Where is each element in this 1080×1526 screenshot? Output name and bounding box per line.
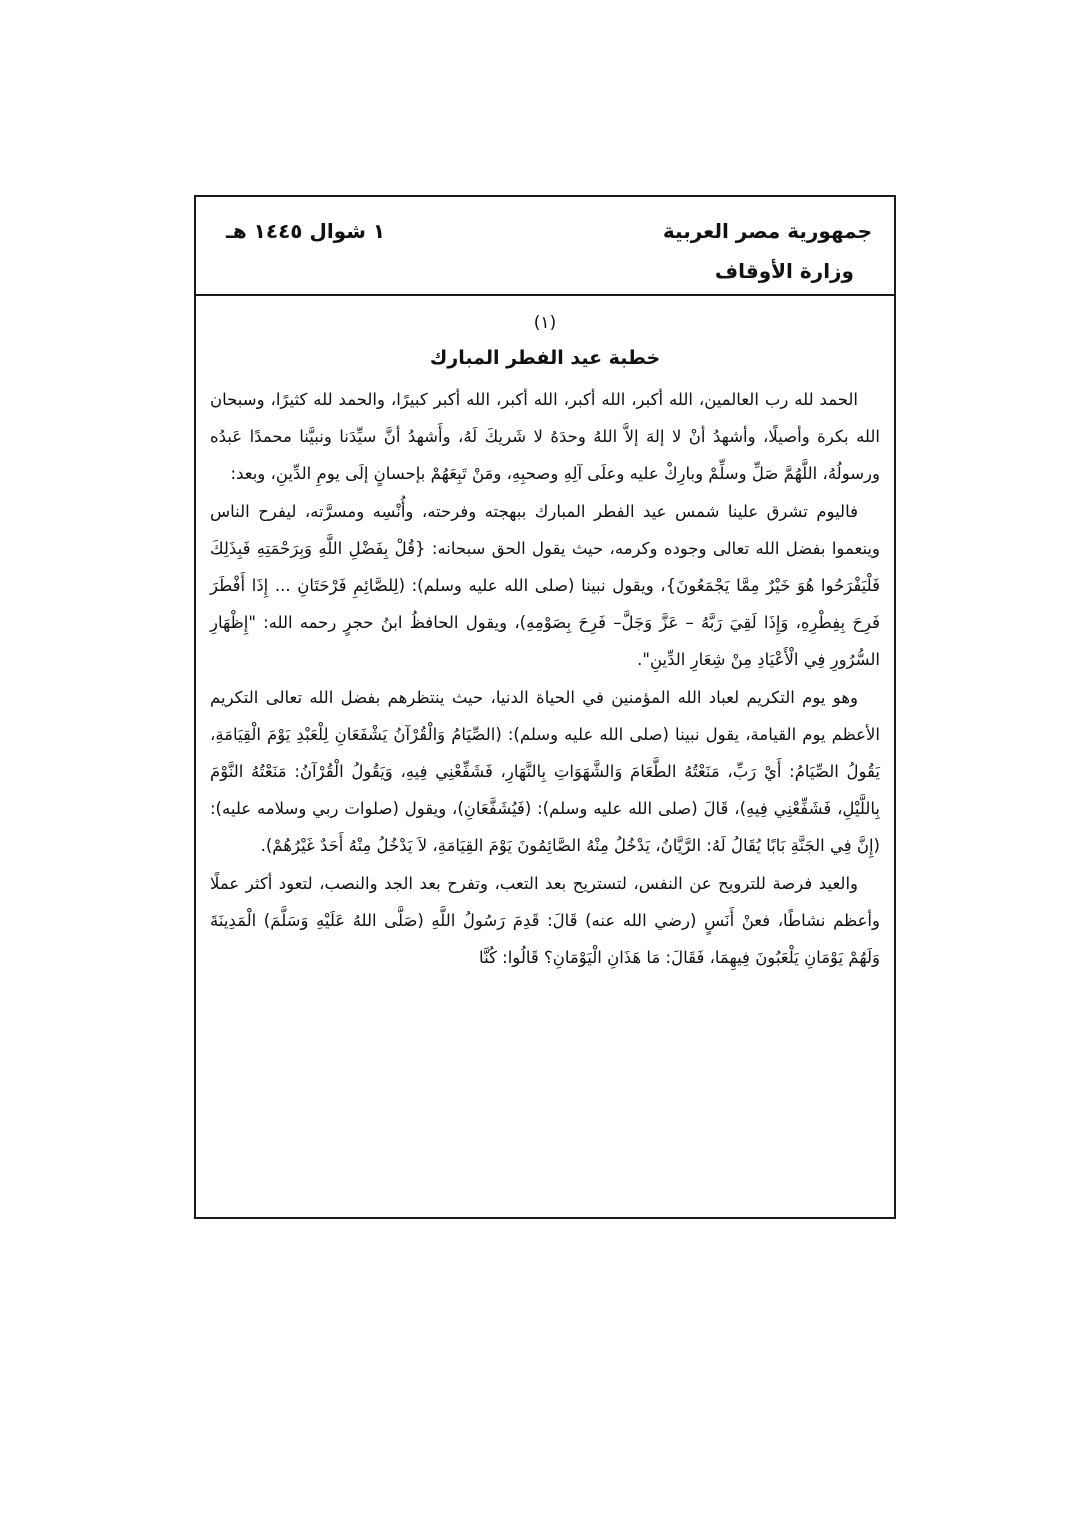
paragraph-opening: الحمد لله رب العالمين، الله أكبر، الله أكبر، الله أكبر، الله أكبر كبيرًا، والحمد لله كثيرًا، وسبحان الله بكرة وأصيلًا، وأشهدُ أنْ لا إلهَ إلاَّ اللهُ وحدَهُ لا شَريكَ لَهُ، وأَشهدُ أنَّ سيِّدَنا ونبيَّنا محمدًا عَبدُه ورسولُهُ، اللَّهُمَّ صَلِّ وسلِّمْ وبارِكْ عليه وعلَى آلِهِ وصحبِهِ، ومَنْ تَبِعَهُمْ بإحسانٍ إلَى يومِ الدِّينِ، وبعد: bbox=[210, 390, 880, 483]
sermon-title: خطبة عيد الفطر المبارك bbox=[429, 347, 661, 369]
page-number: (١) bbox=[533, 313, 557, 333]
document-frame bbox=[194, 195, 896, 1219]
issuer-block bbox=[663, 211, 872, 291]
sermon-body bbox=[196, 296, 894, 977]
paragraph-honor-day: وهو يوم التكريم لعباد الله المؤمنين في الحياة الدنيا، حيث ينتظرهم بفضل الله تعالى التكريم الأعظم يوم القيامة، يقول نبينا (صلى الله عليه وسلم): (الصِّيَامُ وَالْقُرْآنُ يَشْفَعَانِ لِلْعَبْدِ يَوْمَ الْقِيَامَةِ، يَقُولُ الصِّيَامُ: أَيْ رَبِّ، مَنَعْتُهُ الطَّعَامَ وَالشَّهَوَاتِ بِالنَّهَارِ، فَشَفِّعْنِي فِيهِ، وَيَقُولُ الْقُرْآنُ: مَنَعْتُهُ النَّوْمَ بِاللَّيْلِ، فَشَفِّعْنِي فِيهِ)، قَالَ (صلى الله عليه وسلم): (فَيُشَفَّعَانِ)، ويقول (صلوات ربي وسلامه عليه): (إِنَّ فِي الجَنَّةِ بَابًا يُقَالُ لَهُ: الرَّيَّانُ، يَدْخُلُ مِنْهُ الصَّائِمُونَ يَوْمَ القِيَامَةِ، لاَ يَدْخُلُ مِنْهُ أَحَدٌ غَيْرُهُمْ). bbox=[210, 688, 880, 855]
country-name: جمهورية مصر العربية bbox=[662, 219, 872, 243]
paragraph-recreation: والعيد فرصة للترويح عن النفس، لتستريح بعد التعب، وتفرح بعد الجد والنصب، لتعود أكثر عملًا وأعظم نشاطًا، فعنْ أَنَسٍ (رضي الله عنه) قَالَ: قَدِمَ رَسُولُ اللَّهِ (صَلَّى اللهُ عَلَيْهِ وَسَلَّمَ) الْمَدِينَةَ وَلَهُمْ يَوْمَانِ يَلْعَبُونَ فِيهِمَا، فَقَالَ: مَا هَذَانِ الْيَوْمَانِ؟ قَالُوا: كُنَّا bbox=[210, 874, 880, 967]
document-header bbox=[196, 197, 894, 296]
ministry-name: وزارة الأوقاف bbox=[714, 259, 854, 283]
hijri-date: ١ شوال ١٤٤٥ هـ bbox=[226, 219, 386, 243]
paragraph-eid-joy: فاليوم تشرق علينا شمس عيد الفطر المبارك ببهجته وفرحته، وأُنْسِه ومسرَّته، ليفرح الناس وينعموا بفضل الله تعالى وجوده وكرمه، حيث يقول الحق سبحانه: {قُلْ بِفَضْلِ اللَّهِ وَبِرَحْمَتِهِ فَبِذَلِكَ فَلْيَفْرَحُوا هُوَ خَيْرٌ مِمَّا يَجْمَعُونَ}، ويقول نبينا (صلى الله عليه وسلم): (لِلصَّائِمِ فَرْحَتَانِ ... إِذَا أَفْطَرَ فَرِحَ بِفِطْرِهِ، وَإِذَا لَقِيَ رَبَّهُ – عَزَّ وَجَلَّ– فَرِحَ بِصَوْمِهِ)، ويقول الحافظُ ابنُ حجرٍ رحمه الله: "إِظْهَارِ السُّرُورِ فِي الْأَعْيَادِ مِنْ شِعَارِ الدِّينِ". bbox=[210, 502, 880, 669]
